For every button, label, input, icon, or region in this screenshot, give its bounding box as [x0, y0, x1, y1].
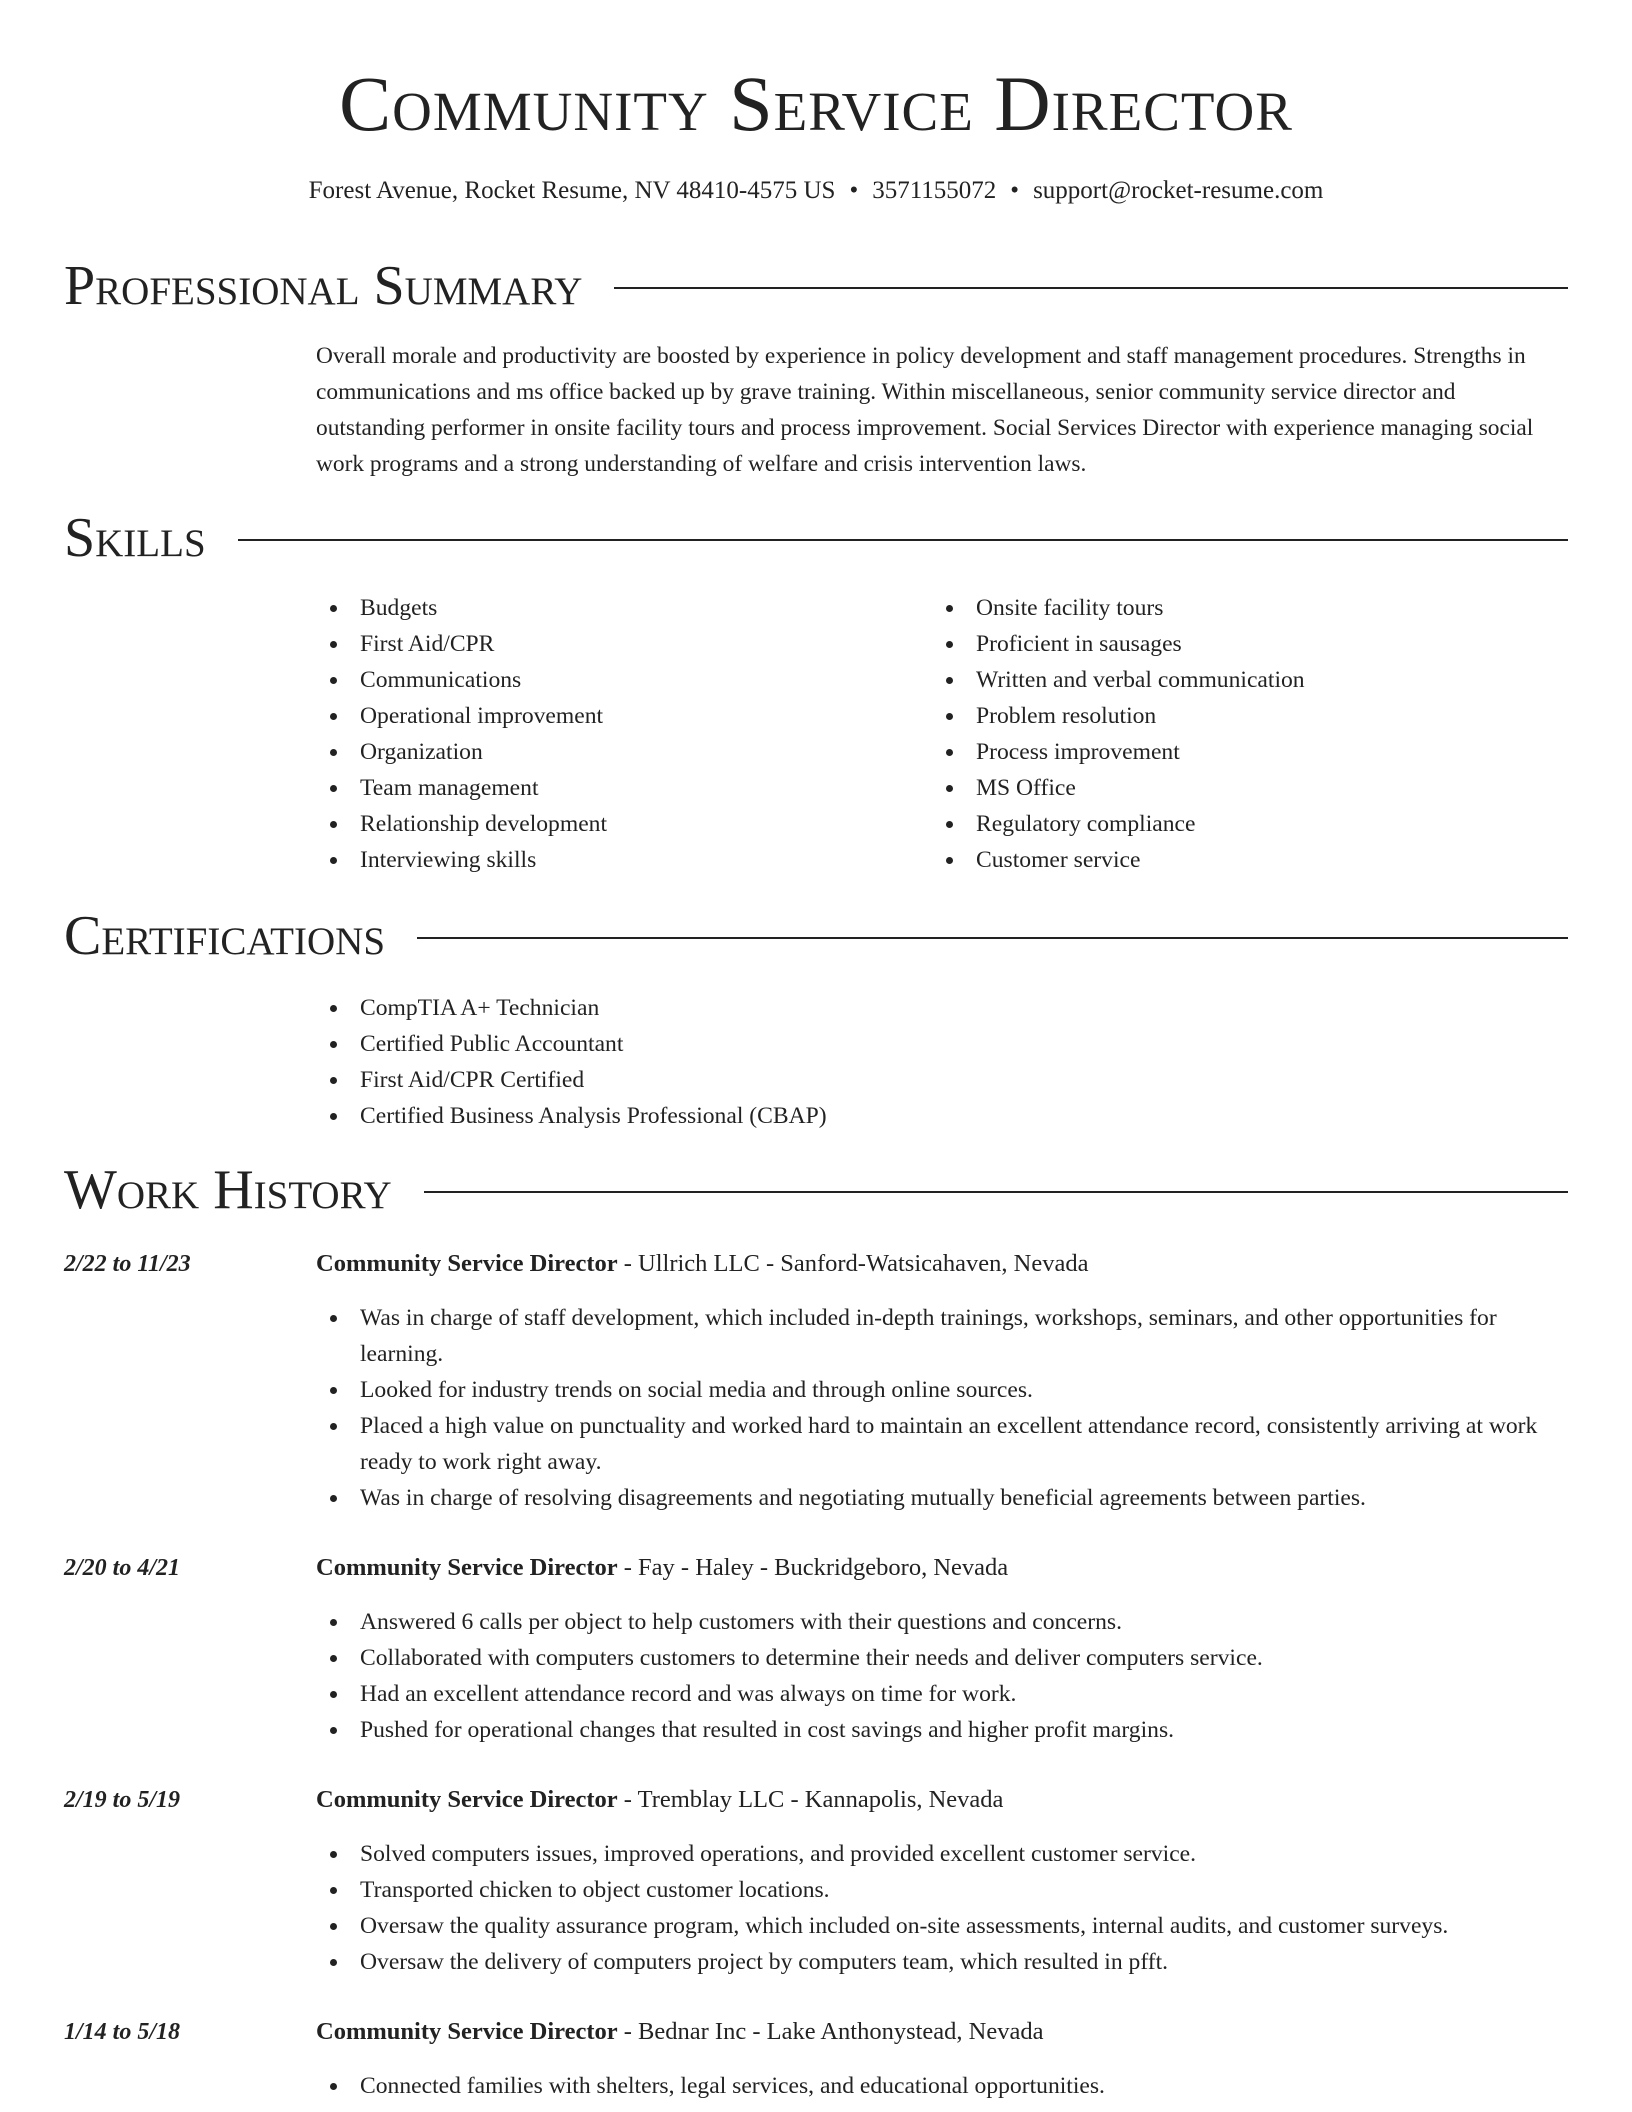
job-heading: [316, 2014, 1568, 2050]
summary-text: Overall morale and productivity are boosted by experience in policy development and staff management procedures. Strengths in communications and ms office backed up by grave training. Within miscellaneous, senior community service director and outstanding performer in onsite facility tours and process improvement. Social Services Director with experience managing social work programs and a strong understanding of welfare and crisis intervention laws.: [316, 343, 1534, 477]
job-dates: 2/19 to 5/19: [64, 1787, 181, 1813]
section-divider: [238, 539, 1568, 541]
skill-item: Written and verbal communication: [932, 662, 1305, 698]
job-bullet: Placed a high value on punctuality and worked hard to maintain an excellent attendance record, consistently arriving at work ready to work right away.: [316, 1408, 1568, 1480]
section-divider: [424, 1191, 1568, 1193]
skill-item: Customer service: [932, 842, 1305, 878]
resume-name: Community Service Director: [339, 60, 1293, 147]
skills-section-header: [64, 506, 1568, 570]
certification-item: CompTIA A+ Technician: [316, 990, 827, 1026]
certifications-section-title: Certifications: [64, 905, 386, 967]
job-company-location: - Ullrich LLC - Sanford-Watsicahaven, Nevada: [623, 1250, 1089, 1277]
section-divider: [614, 287, 1568, 289]
job-bullet: Answered 6 calls per object to help customers with their questions and concerns.: [316, 1604, 1568, 1640]
job-title: Community Service Director: [316, 1554, 618, 1581]
job-bullets: [316, 2068, 1568, 2104]
job-dates: 2/20 to 4/21: [64, 1555, 181, 1581]
certifications-section-header: [64, 904, 1568, 968]
job-company-location: - Bednar Inc - Lake Anthonystead, Nevada: [623, 2018, 1044, 2045]
job-bullets: [316, 1836, 1568, 1980]
job-bullet: Solved computers issues, improved operations, and provided excellent customer service.: [316, 1836, 1568, 1872]
job-title: Community Service Director: [316, 1786, 618, 1813]
job-bullet: Was in charge of resolving disagreements and negotiating mutually beneficial agreements between parties.: [316, 1480, 1568, 1516]
job-company-location: - Fay - Haley - Buckridgeboro, Nevada: [623, 1554, 1009, 1581]
skill-item: Operational improvement: [316, 698, 607, 734]
work-history-section-header: [64, 1158, 1568, 1222]
skill-item: Organization: [316, 734, 607, 770]
job-bullet: Collaborated with computers customers to determine their needs and deliver computers service.: [316, 1640, 1568, 1676]
skill-item: Process improvement: [932, 734, 1305, 770]
job-bullets: [316, 1300, 1568, 1516]
contact-address: Forest Avenue, Rocket Resume, NV 48410-4575 US: [308, 177, 836, 204]
job-company-location: - Tremblay LLC - Kannapolis, Nevada: [623, 1786, 1004, 1813]
skill-item: Problem resolution: [932, 698, 1305, 734]
job-title: Community Service Director: [316, 1250, 618, 1277]
summary-section-title: Professional Summary: [64, 255, 583, 317]
job-dates: 1/14 to 5/18: [64, 2019, 181, 2045]
certifications-list: [316, 990, 827, 1134]
job-bullet: Connected families with shelters, legal services, and educational opportunities.: [316, 2068, 1568, 2104]
job-bullet: Oversaw the delivery of computers project by computers team, which resulted in pfft.: [316, 1944, 1568, 1980]
certification-item: First Aid/CPR Certified: [316, 1062, 827, 1098]
skill-item: Proficient in sausages: [932, 626, 1305, 662]
job-bullet: Oversaw the quality assurance program, which included on-site assessments, internal audits, and customer surveys.: [316, 1908, 1568, 1944]
job-bullet: Pushed for operational changes that resulted in cost savings and higher profit margins.: [316, 1712, 1568, 1748]
skill-item: Budgets: [316, 590, 607, 626]
skills-list-left: [316, 590, 607, 878]
job-heading: [316, 1550, 1568, 1586]
skill-item: Interviewing skills: [316, 842, 607, 878]
job-heading: [316, 1782, 1568, 1818]
contact-line: [0, 174, 1632, 208]
certification-item: Certified Business Analysis Professional (CBAP): [316, 1098, 827, 1134]
contact-phone: 3571155072: [872, 177, 997, 204]
job-bullet: Looked for industry trends on social media and through online sources.: [316, 1372, 1568, 1408]
contact-separator: •: [1010, 177, 1020, 204]
contact-separator: •: [849, 177, 859, 204]
work-history-section-title: Work History: [64, 1159, 392, 1221]
certification-item: Certified Public Accountant: [316, 1026, 827, 1062]
summary-section-header: [64, 254, 1568, 318]
job-bullet: Transported chicken to object customer locations.: [316, 1872, 1568, 1908]
skill-item: First Aid/CPR: [316, 626, 607, 662]
skill-item: MS Office: [932, 770, 1305, 806]
job-bullet: Was in charge of staff development, which included in-depth trainings, workshops, seminars, and other opportunities for learning.: [316, 1300, 1568, 1372]
contact-email: support@rocket-resume.com: [1033, 177, 1324, 204]
job-dates: 2/22 to 11/23: [64, 1251, 191, 1277]
skill-item: Onsite facility tours: [932, 590, 1305, 626]
job-heading: [316, 1246, 1568, 1282]
skill-item: Relationship development: [316, 806, 607, 842]
section-divider: [417, 937, 1568, 939]
skill-item: Regulatory compliance: [932, 806, 1305, 842]
skill-item: Team management: [316, 770, 607, 806]
job-bullet: Had an excellent attendance record and was always on time for work.: [316, 1676, 1568, 1712]
skills-list-right: [932, 590, 1305, 878]
skills-section-title: Skills: [64, 507, 206, 569]
skill-item: Communications: [316, 662, 607, 698]
job-title: Community Service Director: [316, 2018, 618, 2045]
job-bullets: [316, 1604, 1568, 1748]
